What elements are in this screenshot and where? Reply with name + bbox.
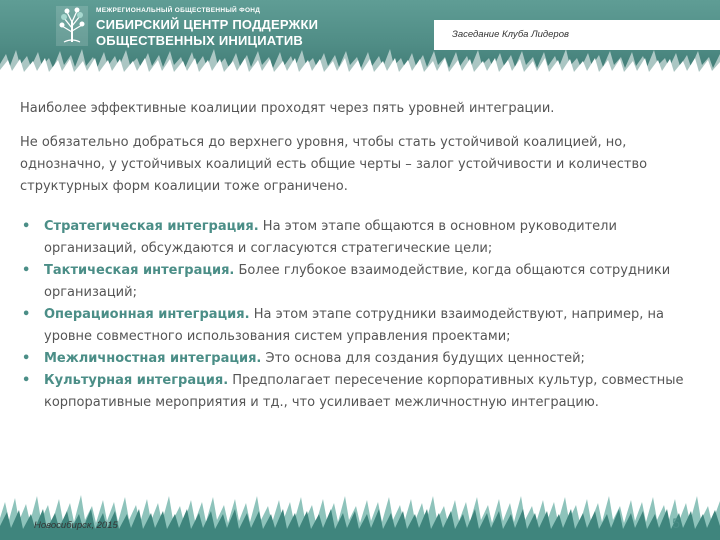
level-term: Стратегическая интеграция. — [44, 219, 259, 234]
bullet-icon: • — [22, 351, 31, 366]
header-banner — [0, 0, 720, 76]
level-description: Более глубокое взаимодействие, когда общаются сотрудники организаций; — [44, 263, 671, 300]
org-name-line3: ОБЩЕСТВЕННЫХ ИНИЦИАТИВ — [96, 32, 303, 48]
list-item — [20, 216, 695, 260]
integration-levels-list — [20, 216, 695, 414]
body-paragraph: Не обязательно добраться до верхнего уровня, чтобы стать устойчивой коалицией, но, однозначно, у устойчивых коалиций есть общие черты – залог устойчивости и количество структурных форм коалиции тоже ограничено. — [20, 135, 648, 194]
level-description: На этом этапе сотрудники взаимодействуют, например, на уровне совместного использования систем управления проектами; — [44, 307, 664, 344]
intro-text: Наиболее эффективные коалиции проходят через пять уровней интеграции. — [20, 101, 555, 116]
bullet-icon: • — [22, 373, 31, 388]
organization-name — [96, 8, 318, 47]
level-term: Культурная интеграция. — [44, 373, 229, 388]
slide-content — [20, 98, 695, 414]
list-item — [20, 304, 695, 348]
page-number: 5 — [672, 515, 680, 531]
bullet-icon: • — [22, 307, 31, 322]
tree-logo-icon — [56, 6, 88, 46]
grass-decoration — [0, 490, 720, 540]
level-description: Это основа для создания будущих ценностей; — [261, 351, 585, 366]
footer-decoration — [0, 490, 720, 540]
footer-city-year: Новосибирск, 2015 — [34, 520, 118, 531]
bullet-icon: • — [22, 263, 31, 278]
event-label: Заседание Клуба Лидеров — [434, 20, 720, 50]
org-name-line2: СИБИРСКИЙ ЦЕНТР ПОДДЕРЖКИ — [96, 16, 319, 32]
level-term: Межличностная интеграция. — [44, 351, 262, 366]
level-description: На этом этапе общаются в основном руководители организаций, обсуждаются и согласуются стратегические цели; — [44, 219, 617, 256]
level-term: Операционная интеграция. — [44, 307, 250, 322]
list-item — [20, 370, 695, 414]
grass-decoration — [0, 46, 720, 76]
list-item — [20, 260, 695, 304]
bullet-icon: • — [22, 219, 31, 234]
level-description: Предполагает пересечение корпоративных культур, совместные корпоративные мероприятия и тд., что усиливает межличностную интеграцию. — [44, 373, 684, 410]
org-name-line1: МЕЖРЕГИОНАЛЬНЫЙ ОБЩЕСТВЕННЫЙ ФОНД — [96, 7, 261, 14]
list-item — [20, 348, 695, 370]
level-term: Тактическая интеграция. — [44, 263, 235, 278]
